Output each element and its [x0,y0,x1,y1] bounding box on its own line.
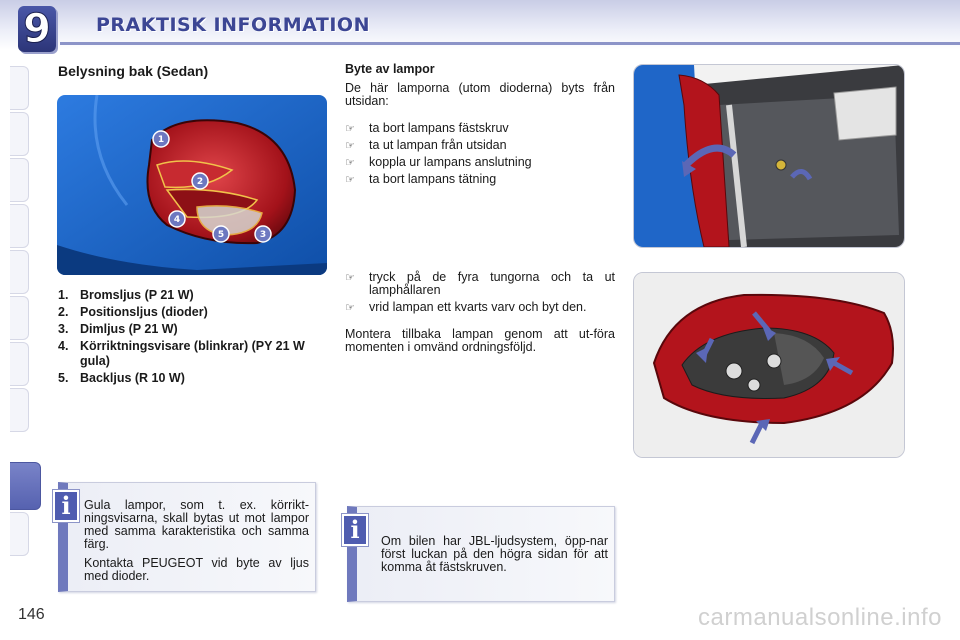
list-item [58,288,328,303]
section-title: Belysning bak (Sedan) [58,63,209,79]
chapter-tab[interactable] [10,388,29,432]
step-text: ta ut lampan från utsidan [369,138,507,152]
list-label: Positionsljus (dioder) [80,305,208,319]
callout-label: 1 [157,135,165,145]
steps-list-holder [345,271,615,314]
chapter-tab-active[interactable] [10,462,41,510]
chapter-tab[interactable] [10,250,29,294]
trunk-photo [633,64,905,248]
chapter-tab[interactable] [10,204,29,248]
list-item [58,339,328,369]
info-text: Om bilen har JBL-ljudsystem, öpp-nar först luckan på den högra sidan för att komma åt fästskruven. [381,534,608,574]
list-item [58,305,328,320]
bulb-holder-photo [633,272,905,458]
hand-pointer-icon: ☞ [345,139,355,152]
sub-heading: Byte av lampor [345,62,435,76]
page-number: 146 [18,606,45,623]
list-item [345,156,615,169]
list-item [58,371,328,386]
chapter-tab[interactable] [10,342,29,386]
header-rule [60,42,960,45]
callout-label: 2 [196,177,204,187]
list-item [58,322,328,337]
chapter-tab[interactable] [10,512,29,556]
list-number: 1. [58,288,69,302]
bulb-holder-instructions [345,271,615,354]
step-text: vrid lampan ett kvarts varv och byt den. [369,300,587,314]
callout-label: 5 [217,230,225,240]
list-label: Backljus (R 10 W) [80,371,185,385]
rear-lamp-photo [57,95,327,275]
chapter-tab[interactable] [10,112,29,156]
list-number: 5. [58,371,69,385]
step-text: ta bort lampans fästskruv [369,121,509,135]
trunk-illustration [634,65,904,247]
info-box-jbl [347,506,615,602]
list-item [345,139,615,152]
callout-label: 4 [173,215,181,225]
bulb-holder-illustration [634,273,904,457]
step-text: ta bort lampans tätning [369,172,497,186]
info-icon: i [53,490,79,522]
info-text: Kontakta PEUGEOT vid byte av ljus med dioder. [84,556,309,583]
hand-pointer-icon: ☞ [345,156,355,169]
list-label: Bromsljus (P 21 W) [80,288,194,302]
bulb-change-instructions [345,62,615,190]
hand-pointer-icon: ☞ [345,301,355,314]
hand-pointer-icon: ☞ [345,122,355,135]
reassembly-text: Montera tillbaka lampan genom att ut-föra momenten i omvänd ordningsföljd. [345,327,615,354]
list-item [345,122,615,135]
step-text: koppla ur lampans anslutning [369,155,532,169]
list-number: 4. [58,339,69,353]
list-number: 3. [58,322,69,336]
chapter-tab[interactable] [10,66,29,110]
list-number: 2. [58,305,69,319]
watermark: carmanualsonline.info [698,604,942,631]
rear-lamp-illustration [57,95,327,275]
info-text: Gula lampor, som t. ex. körrikt-ningsvisarna, skall bytas ut mot lampor med samma karakteristika och samma färg. [84,498,309,551]
callout-label: 3 [259,230,267,240]
hand-pointer-icon: ☞ [345,173,355,186]
chapter-tab-strip [10,66,32,576]
info-icon: i [342,514,368,546]
chapter-title: PRAKTISK INFORMATION [96,14,370,36]
parts-list [58,288,328,388]
chapter-number-badge: 9 [18,6,56,52]
steps-list-remove [345,122,615,186]
chapter-tab[interactable] [10,296,29,340]
list-item [345,271,615,297]
chapter-tab[interactable] [10,158,29,202]
hand-pointer-icon: ☞ [345,271,355,284]
list-item [345,173,615,186]
list-item [345,301,615,314]
list-label: Körriktningsvisare (blinkrar) (PY 21 W gula) [80,339,305,368]
intro-text: De här lamporna (utom dioderna) byts från utsidan: [345,81,615,108]
list-label: Dimljus (P 21 W) [80,322,178,336]
step-text: tryck på de fyra tungorna och ta ut lamphållaren [369,270,615,297]
info-box-bulbs [58,482,316,592]
